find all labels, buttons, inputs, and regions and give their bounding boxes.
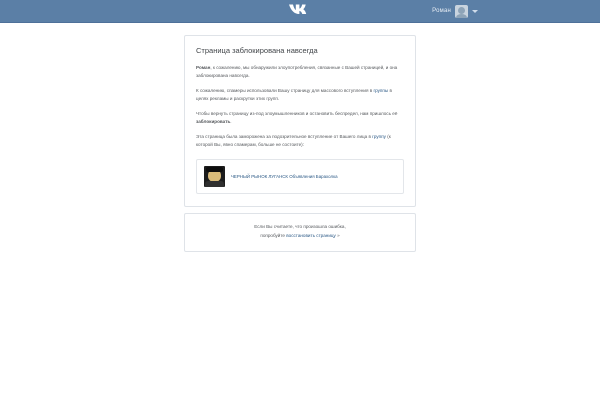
restore-page-link[interactable]: восстановить страницу (286, 232, 336, 238)
p2-text-0: К сожалению, спамеры использовали Вашу страницу для массового вступления в (196, 88, 374, 94)
block-notice-card (184, 35, 416, 207)
p4-link-1[interactable]: группу (372, 134, 386, 140)
footer-restore-suffix: » (335, 232, 340, 238)
group-name-link[interactable]: ЧЕРНЫЙ РЫНОК ЛУГАНСК Объявления Барахолка (231, 173, 338, 179)
p1-text-1: , к сожалению, мы обнаружили злоупотребления, связанные с Вашей страницей, и она заблокирована навсегда. (196, 65, 398, 79)
p1-strong-0: Роман (196, 65, 211, 70)
avatar[interactable] (455, 5, 468, 18)
notice-paragraph-4 (196, 133, 404, 149)
group-card[interactable] (196, 159, 404, 194)
notice-paragraph-3 (196, 110, 404, 126)
user-menu[interactable] (432, 0, 478, 22)
chevron-down-icon[interactable] (472, 10, 478, 13)
vk-logo-icon[interactable] (287, 2, 313, 21)
user-name-label: Роман (432, 8, 451, 14)
footer-restore-line (195, 232, 405, 240)
p2-link-1[interactable]: группы (373, 88, 389, 94)
restore-card (184, 213, 416, 252)
p2-text-2: в целях рекламы и раскрутки этих групп. (196, 88, 392, 102)
top-navigation-bar (0, 0, 600, 23)
p4-text-0: Эта страница была заморожена за подозрительное вступление от Вашего лица в (196, 134, 373, 140)
notice-paragraph-1 (196, 64, 404, 80)
footer-restore-prefix: попробуйте (260, 232, 287, 238)
p4-text-2: (к которой Вы, явно спамерам, больше не состоите): (196, 134, 391, 148)
notice-paragraph-2 (196, 87, 404, 103)
p3-strong-1: заблокировать (196, 119, 231, 125)
block-notice-body (185, 36, 415, 206)
page-title: Страница заблокирована навсегда (196, 46, 318, 55)
page-content (0, 23, 600, 252)
p3-text-2: . (230, 119, 232, 125)
group-avatar-icon[interactable] (204, 166, 225, 187)
footer-error-text: Если Вы считаете, что произошла ошибка, (254, 224, 346, 230)
p3-text-0: Чтобы вернуть страницу из-под злоумышленников и остановить беспредел, нам пришлось её (196, 111, 398, 117)
